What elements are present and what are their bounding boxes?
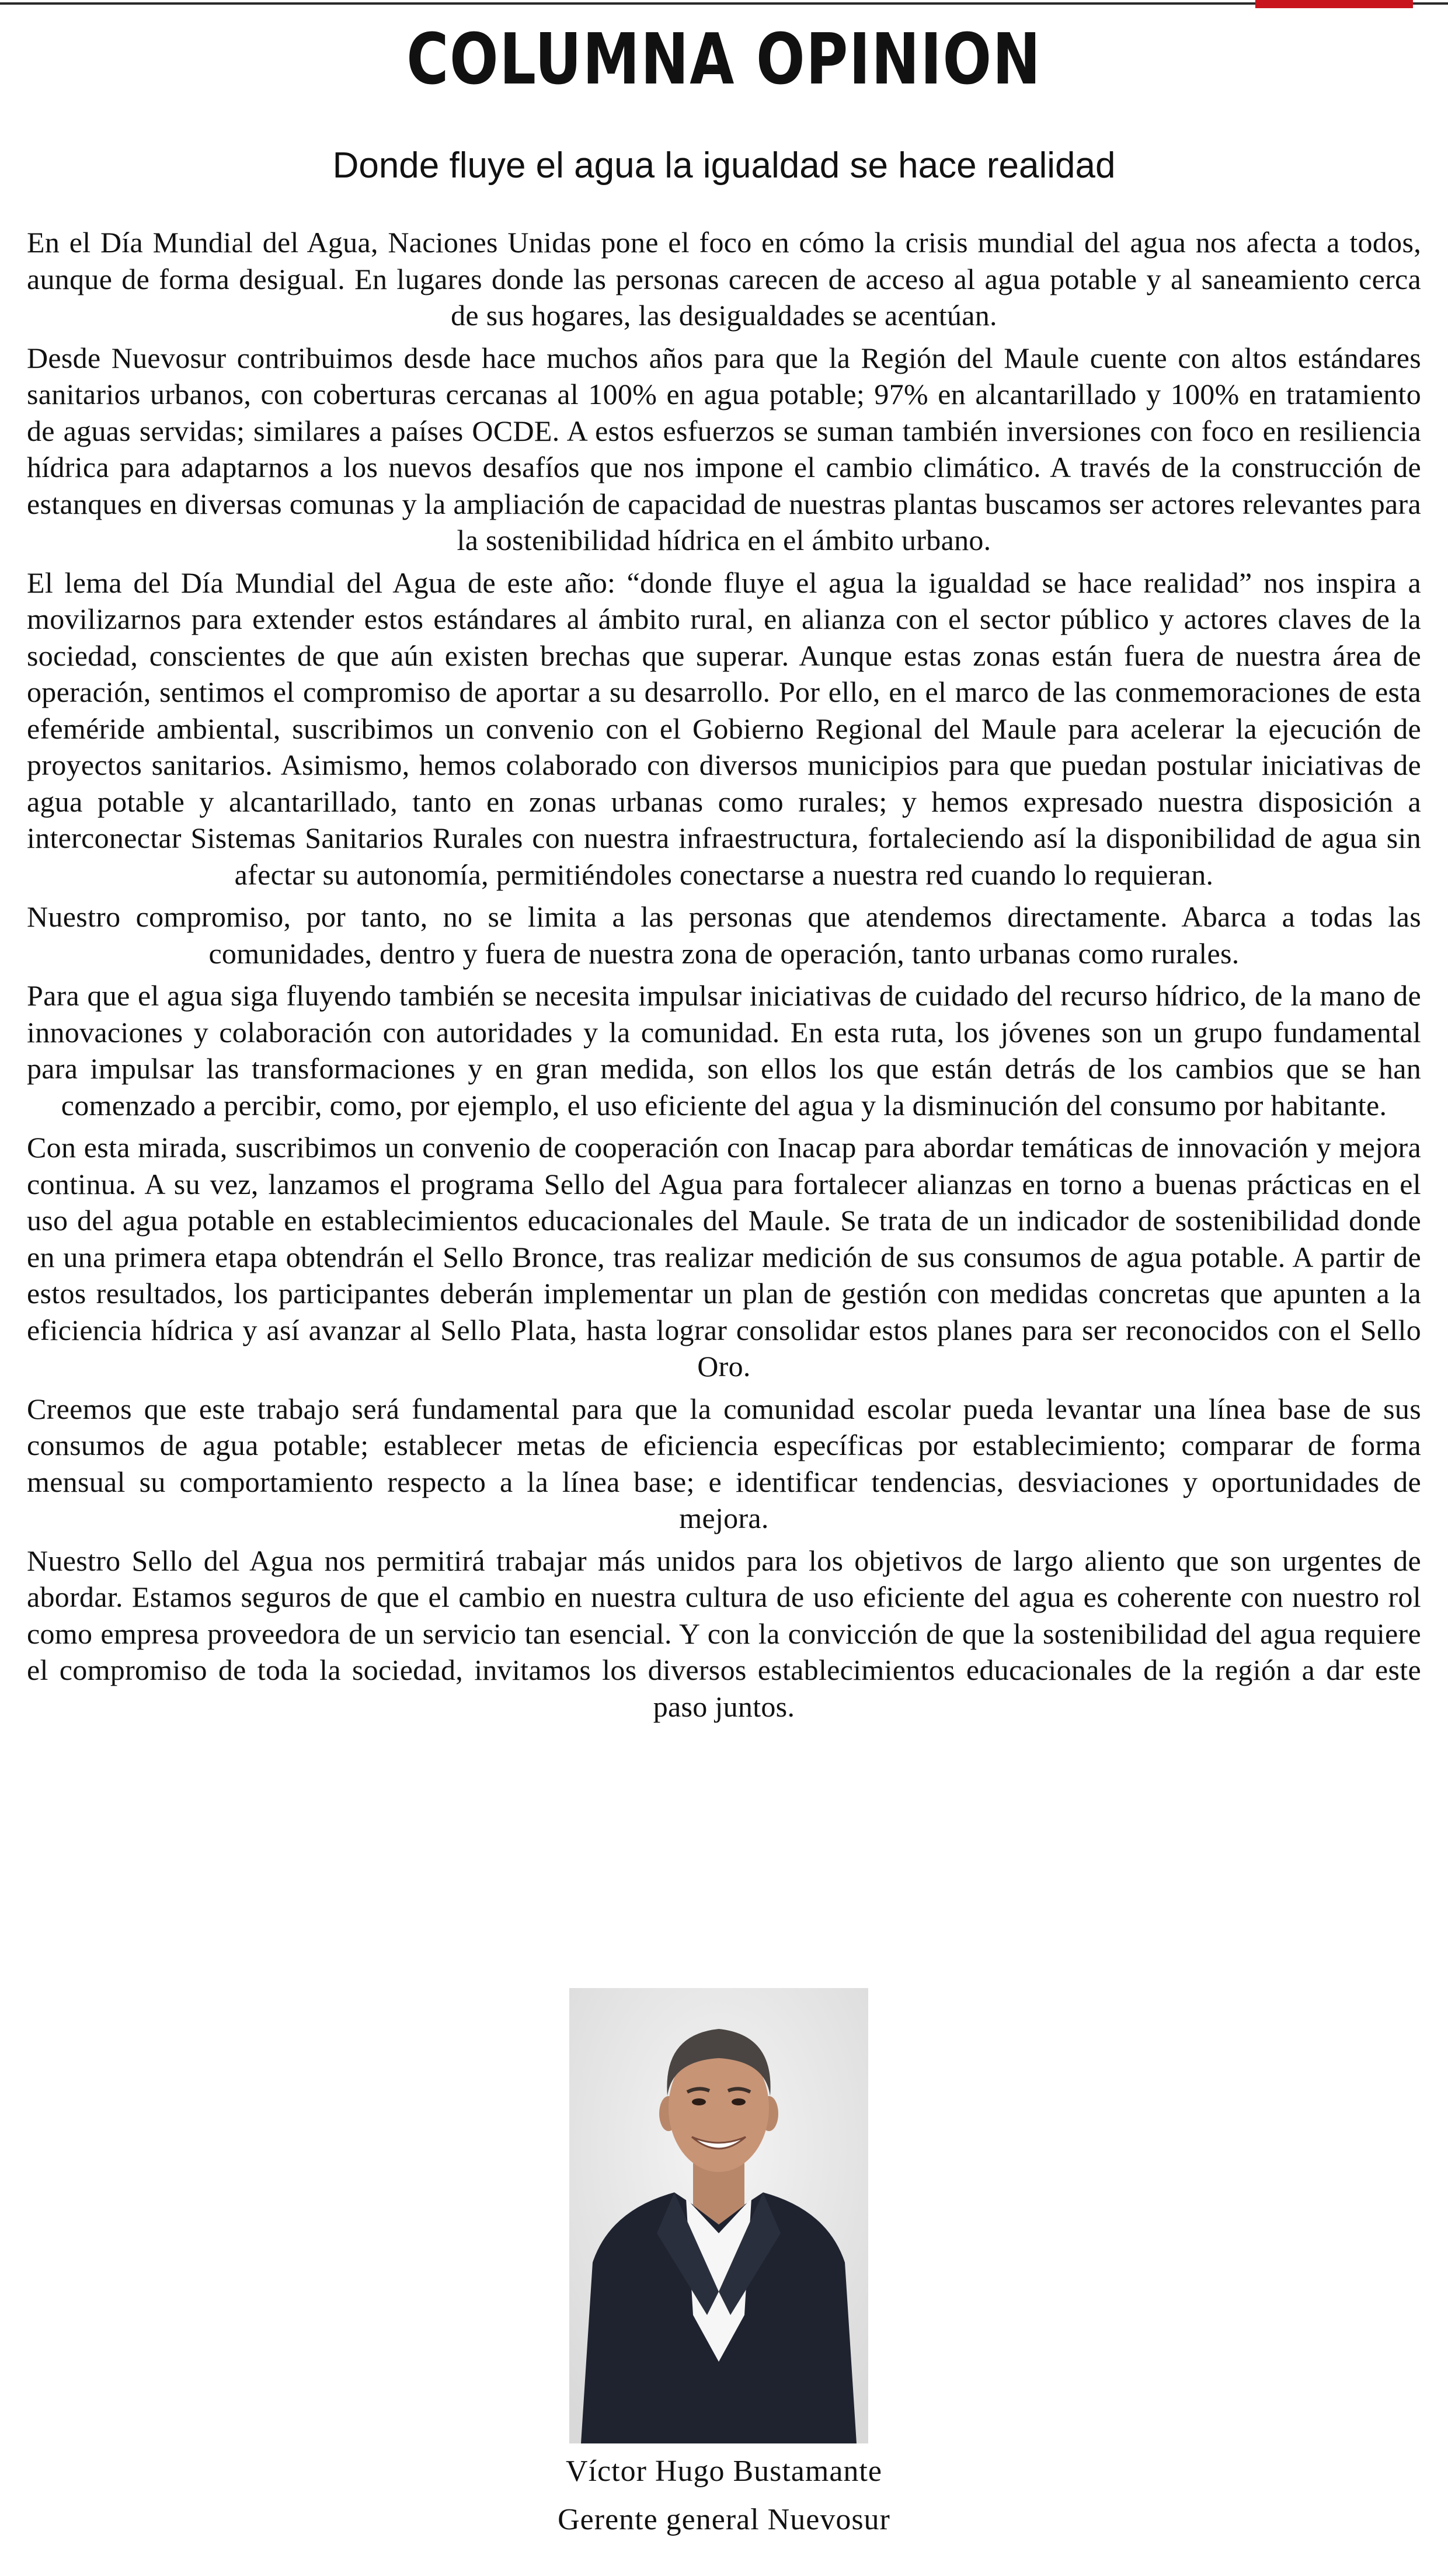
top-accent-bar <box>1255 0 1413 8</box>
section-title: COLUMNA OPINION <box>406 19 1042 100</box>
author-role: Gerente general Nuevosur <box>558 2503 890 2536</box>
author-portrait-image <box>569 1988 868 2443</box>
article-paragraph: Con esta mirada, suscribimos un convenio de cooperación con Inacap para abordar temáticas de innovación y mejora continua. A su vez, lanzamos el programa Sello del Agua para fortalecer alianzas en torno a buenas prácticas en el uso del agua potable en establecimientos educacionales del Maule. Se trata de un indicador de sostenibilidad donde en una primera etapa obtendrán el Sello Bronce, tras realizar medición de sus consumos de agua potable. A partir de estos resultados, los participantes deberán implementar un plan de gestión con medidas concretas que apunten a la eficiencia hídrica y así avanzar al Sello Plata, hasta lograr consolidar estos planes para ser reconocidos con el Sello Oro. <box>27 1131 1421 1383</box>
article-paragraph: El lema del Día Mundial del Agua de este año: “donde fluye el agua la igualdad se hace realidad” nos inspira a movilizarnos para extender estos estándares al ámbito rural, en alianza con el sector público y actores claves de la sociedad, conscientes de que aún existen brechas que superar. Aunque estas zonas están fuera de nuestra área de operación, sentimos el compromiso de aportar a su desarrollo. Por ello, en el marco de las conmemoraciones de esta efeméride ambiental, suscribimos un convenio con el Gobierno Regional del Maule para acelerar la ejecución de proyectos sanitarios. Asimismo, hemos colaborado con diversos municipios para que puedan postular iniciativas de agua potable y alcantarillado, tanto en zonas urbanas como rurales; y hemos expresado nuestra disposición a interconectar Sistemas Sanitarios Rurales con nuestra infraestructura, fortaleciendo así la disponibilidad de agua sin afectar su autonomía, permitiéndoles conectarse a nuestra red cuando lo requieran. <box>27 566 1421 891</box>
article-headline: Donde fluye el agua la igualdad se hace realidad <box>332 145 1116 186</box>
top-rule <box>0 2 1448 5</box>
article-paragraph: Para que el agua siga fluyendo también se necesita impulsar iniciativas de cuidado del recurso hídrico, de la mano de innovaciones y colaboración con autoridades y la comunidad. En esta ruta, los jóvenes son un grupo fundamental para impulsar las transformaciones y en gran medida, son ellos los que están detrás de los cambios que se han comenzado a percibir, como, por ejemplo, el uso eficiente del agua y la disminución del consumo por habitante. <box>27 979 1421 1122</box>
author-name: Víctor Hugo Bustamante <box>566 2455 882 2488</box>
article-paragraph: En el Día Mundial del Agua, Naciones Unidas pone el foco en cómo la crisis mundial del agua nos afecta a todos, aunque de forma desigual. En lugares donde las personas carecen de acceso al agua potable y al saneamiento cerca de sus hogares, las desigualdades se acentúan. <box>27 226 1421 332</box>
author-portrait <box>569 1988 868 2443</box>
article-paragraph: Nuestro compromiso, por tanto, no se limita a las personas que atendemos directamente. Abarca a todas las comunidades, dentro y fuera de nuestra zona de operación, tanto urbanas como rurales. <box>27 900 1421 970</box>
article-paragraph: Nuestro Sello del Agua nos permitirá trabajar más unidos para los objetivos de largo aliento que son urgentes de abordar. Estamos seguros de que el cambio en nuestra cultura de uso eficiente del agua es coherente con nuestro rol como empresa proveedora de un servicio tan esencial. Y con la convicción de que la sostenibilidad del agua requiere el compromiso de toda la sociedad, invitamos los diversos establecimientos educacionales de la región a dar este paso juntos. <box>27 1544 1421 1723</box>
article-body <box>27 224 1421 1731</box>
article-paragraph: Creemos que este trabajo será fundamental para que la comunidad escolar pueda levantar una línea base de sus consumos de agua potable; establecer metas de eficiencia específicas por establecimiento; comparar de forma mensual su comportamiento respecto a la línea base; e identificar tendencias, desviaciones y oportunidades de mejora. <box>27 1392 1421 1534</box>
article-paragraph: Desde Nuevosur contribuimos desde hace muchos años para que la Región del Maule cuente con altos estándares sanitarios urbanos, con coberturas cercanas al 100% en agua potable; 97% en alcantarillado y 100% en tratamiento de aguas servidas; similares a países OCDE. A estos esfuerzos se suman también inversiones con foco en resiliencia hídrica para adaptarnos a los nuevos desafíos que nos impone el cambio climático. A través de la construcción de estanques en diversas comunas y la ampliación de capacidad de nuestras plantas buscamos ser actores relevantes para la sostenibilidad hídrica en el ámbito urbano. <box>27 341 1421 556</box>
